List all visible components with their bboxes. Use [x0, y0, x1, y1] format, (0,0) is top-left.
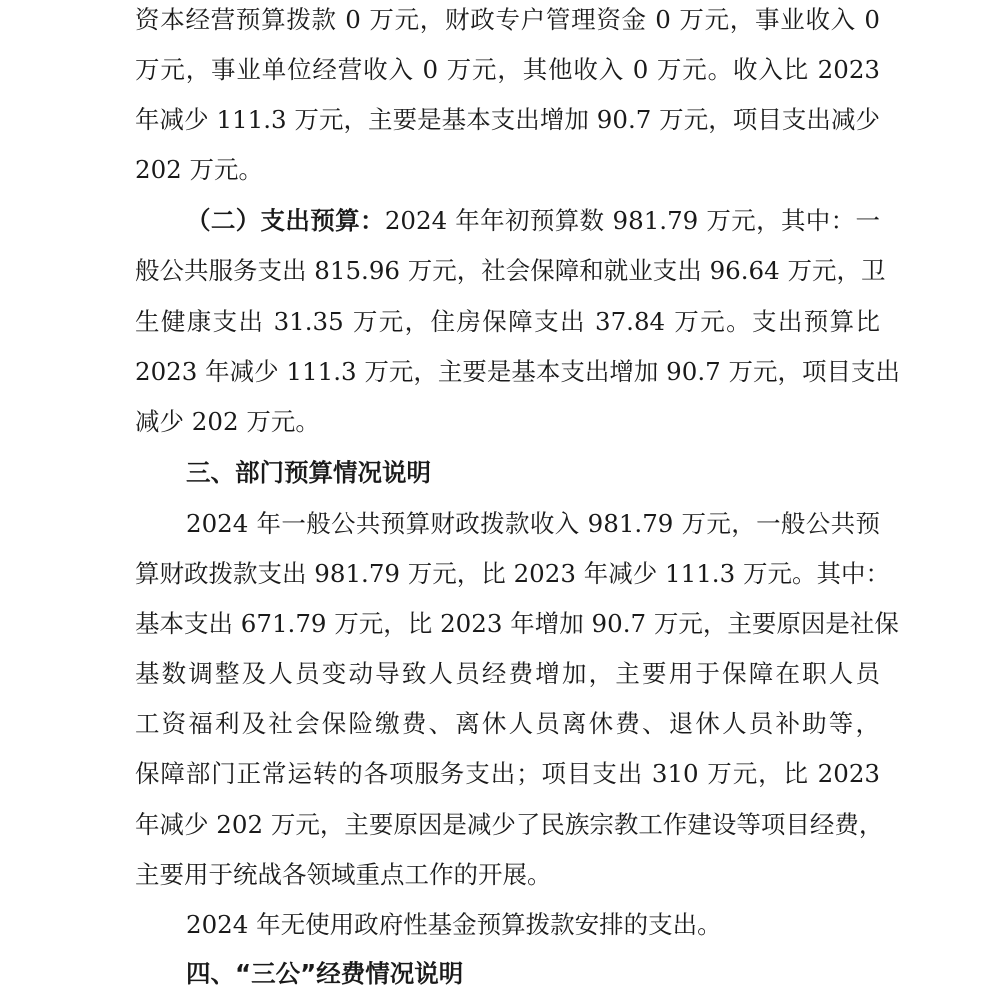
section-heading-3: 三、部门预算情况说明	[186, 458, 431, 487]
paragraph-line: 年减少 202 万元，主要原因是减少了民族宗教工作建设等项目经费，	[135, 810, 884, 839]
paragraph-line: 生健康支出 31.35 万元，住房保障支出 37.84 万元。支出预算比	[135, 307, 880, 336]
paragraph-line: 减少 202 万元。	[135, 407, 320, 436]
expense-budget-line: （二）支出预算：2024 年年初预算数 981.79 万元，其中：一	[186, 206, 880, 235]
paragraph-line: 基本支出 671.79 万元，比 2023 年增加 90.7 万元，主要原因是社保	[135, 609, 899, 638]
paragraph-line: 保障部门正常运转的各项服务支出；项目支出 310 万元，比 2023	[135, 759, 880, 788]
paragraph-line: 工资福利及社会保险缴费、离休人员离休费、退休人员补助等，	[135, 709, 880, 738]
paragraph-line: 2023 年减少 111.3 万元，主要是基本支出增加 90.7 万元，项目支出	[135, 357, 900, 386]
expense-budget-label: （二）支出预算：	[186, 206, 385, 235]
paragraph-line: 资本经营预算拨款 0 万元，财政专户管理资金 0 万元，事业收入 0	[135, 5, 880, 34]
section-heading-4: 四、“三公”经费情况说明	[186, 959, 464, 988]
paragraph-line: 年减少 111.3 万元，主要是基本支出增加 90.7 万元，项目支出减少	[135, 105, 880, 134]
paragraph-line: 般公共服务支出 815.96 万元，社会保障和就业支出 96.64 万元，卫	[135, 256, 886, 285]
paragraph-line: 2024 年一般公共预算财政拨款收入 981.79 万元，一般公共预	[186, 509, 880, 538]
paragraph-line: 万元，事业单位经营收入 0 万元，其他收入 0 万元。收入比 2023	[135, 55, 880, 84]
paragraph-line: 202 万元。	[135, 155, 264, 184]
paragraph-line: 算财政拨款支出 981.79 万元，比 2023 年减少 111.3 万元。其中：	[135, 559, 890, 588]
paragraph-line: 2024 年无使用政府性基金预算拨款安排的支出。	[186, 910, 722, 939]
paragraph-line: 主要用于统战各领域重点工作的开展。	[135, 860, 552, 889]
paragraph-line: 基数调整及人员变动导致人员经费增加，主要用于保障在职人员	[135, 659, 880, 688]
